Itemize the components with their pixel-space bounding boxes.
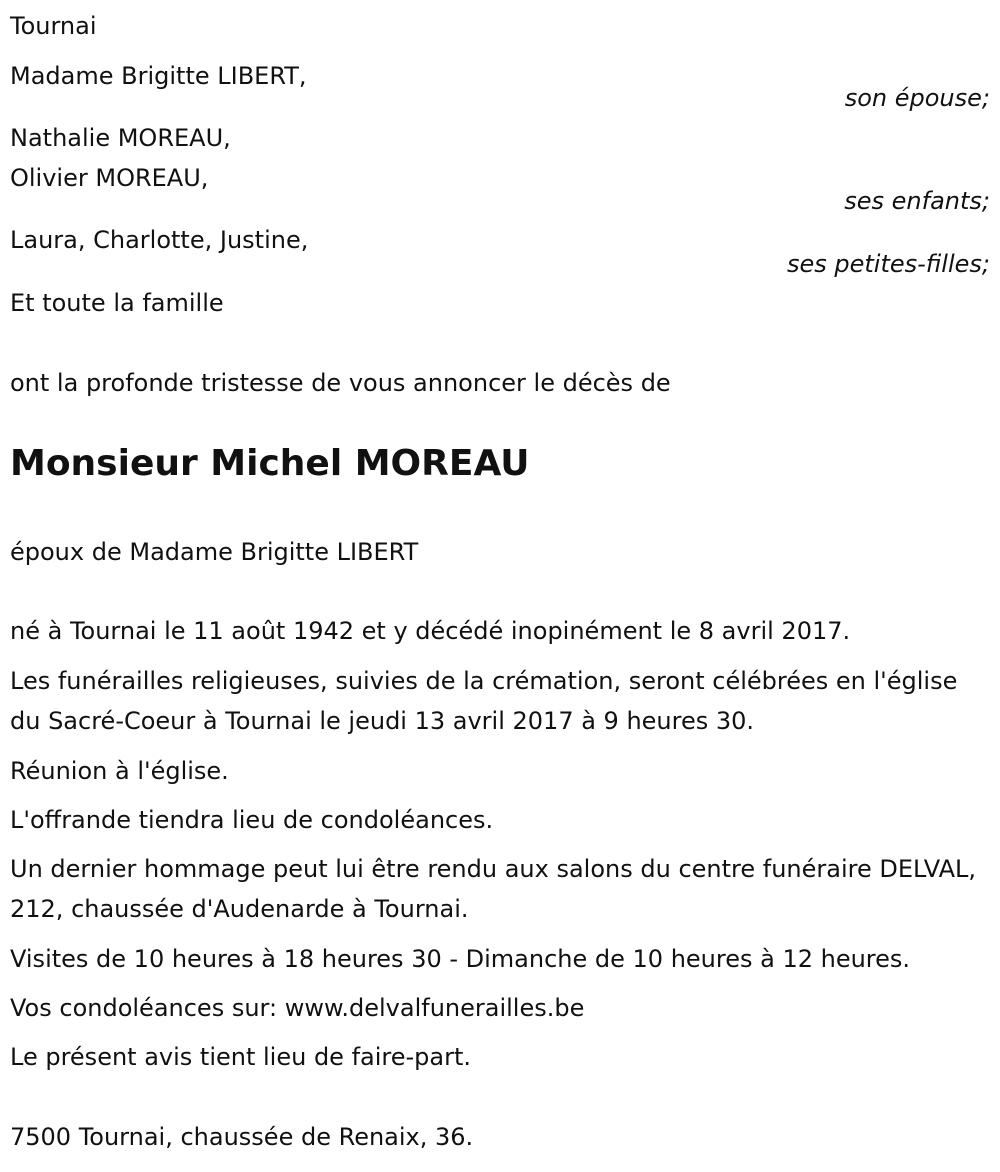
address-text: 7500 Tournai, chaussée de Renaix, 36. [10,1123,474,1151]
condolences-text: Vos condoléances sur: www.delvalfunerailles.be [10,994,585,1022]
birth-death-text: né à Tournai le 11 août 1942 et y décédé inopinément le 8 avril 2017. [10,617,851,645]
child-name: Olivier MOREAU, [10,164,209,192]
family-others: Et toute la famille [10,289,224,317]
visits-text: Visites de 10 heures à 18 heures 30 - Dimanche de 10 heures à 12 heures. [10,945,911,973]
grandchildren-relation: ses petites-filles; [786,250,990,278]
spouse-name: Madame Brigitte LIBERT, [10,62,307,90]
children-relation: ses enfants; [844,187,990,215]
spouse-of-text: époux de Madame Brigitte LIBERT [10,538,419,566]
child-name: Nathalie MOREAU, [10,124,231,152]
announcement-text: ont la profonde tristesse de vous annoncer le décès de [10,369,671,397]
city-header: Tournai [10,12,97,40]
meeting-text: Réunion à l'église. [10,757,229,785]
grandchildren-names: Laura, Charlotte, Justine, [10,226,309,254]
notice-text: Le présent avis tient lieu de faire-part. [10,1043,472,1071]
tribute-text: Un dernier hommage peut lui être rendu aux salons du centre funéraire DELVAL, 212, chaussée d'Audenarde à Tournai. [10,855,977,923]
spouse-relation: son épouse; [844,84,990,112]
deceased-name: Monsieur Michel MOREAU [10,443,530,484]
offering-text: L'offrande tiendra lieu de condoléances. [10,806,494,834]
funeral-text: Les funérailles religieuses, suivies de la crémation, seront célébrées en l'église du Sacré-Coeur à Tournai le jeudi 13 avril 2017 à 9 heures 30. [10,667,958,735]
